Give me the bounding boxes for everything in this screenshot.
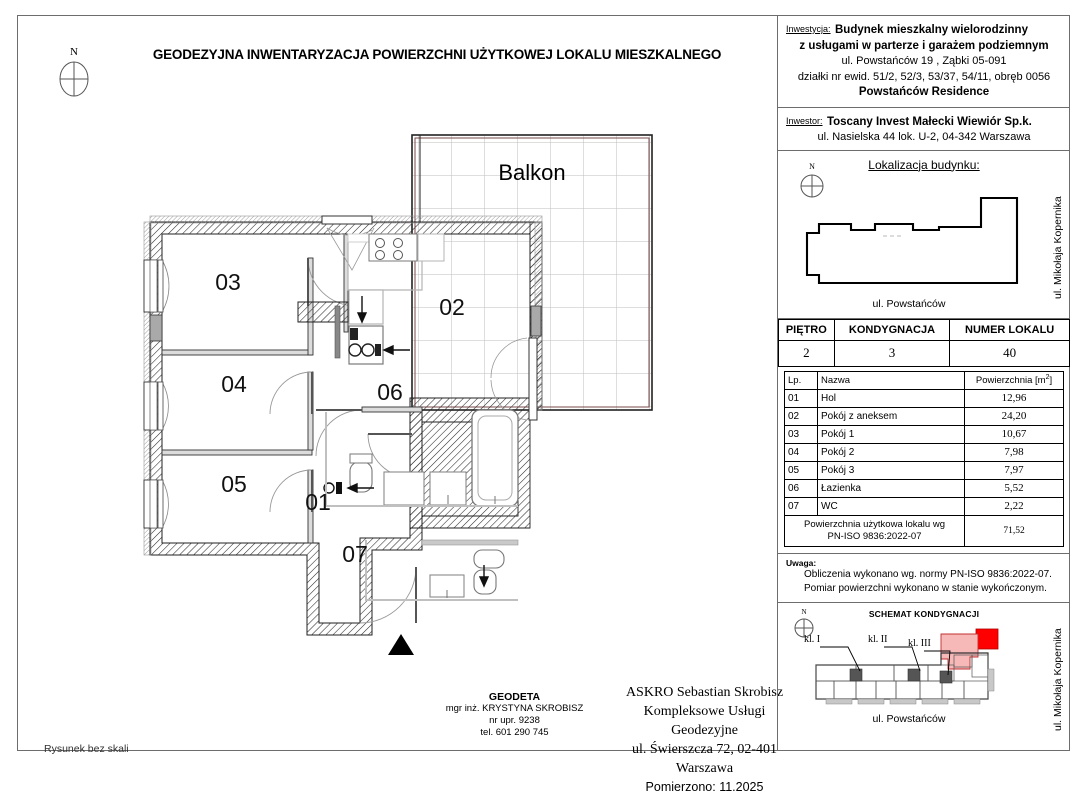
meta-value-numer-lokalu: 40 bbox=[950, 340, 1070, 366]
meta-value-pietro: 2 bbox=[779, 340, 835, 366]
windows-left-wall bbox=[144, 260, 169, 528]
scheme-stair-label-2: kl. II bbox=[868, 633, 888, 645]
room-area: 5,52 bbox=[965, 479, 1064, 497]
room-label-07: 07 bbox=[342, 541, 368, 567]
table-row bbox=[785, 497, 1064, 515]
scheme-balcony-highlight bbox=[976, 629, 998, 649]
company-name: ASKRO Sebastian Skrobisz bbox=[625, 685, 784, 700]
note-block bbox=[778, 554, 1070, 603]
scheme-stair-label-1: kl. I bbox=[804, 633, 821, 645]
rooms-table bbox=[784, 371, 1064, 547]
table-row bbox=[785, 479, 1064, 497]
room-area: 7,97 bbox=[965, 461, 1064, 479]
room-name: Pokój 3 bbox=[818, 461, 965, 479]
surveyor-title: GEODETA bbox=[488, 691, 541, 703]
room-label-04: 04 bbox=[221, 371, 247, 397]
rooms-table-block bbox=[778, 367, 1070, 554]
scheme-stair-label-3: kl. III bbox=[908, 637, 931, 649]
room-area: 12,96 bbox=[965, 389, 1064, 407]
room-name: Pokój 1 bbox=[818, 425, 965, 443]
rooms-summary-row bbox=[785, 515, 1064, 546]
investor-label: Inwestor: bbox=[786, 115, 823, 126]
investment-line2: z usługami w parterze i garażem podziemnym bbox=[799, 39, 1049, 52]
table-row bbox=[785, 407, 1064, 425]
investment-line4: działki nr ewid. 51/2, 52/3, 53/37, 54/11, obręb 0056 bbox=[797, 70, 1051, 83]
location-title: Lokalizacja budynku: bbox=[868, 157, 980, 172]
balcony-label: Balkon bbox=[498, 160, 566, 185]
room-lp: 03 bbox=[785, 425, 818, 443]
summary-line2: PN-ISO 9836:2022-07 bbox=[827, 530, 922, 542]
rooms-header-area-sup: 2 bbox=[1045, 373, 1050, 381]
rooms-header-row bbox=[785, 371, 1064, 389]
rooms-header-area-prefix: Powierzchnia [m bbox=[975, 375, 1046, 387]
meta-header-row bbox=[779, 319, 1070, 340]
surveyor-name: mgr inż. KRYSTYNA SKROBISZ bbox=[445, 703, 584, 714]
table-row bbox=[785, 461, 1064, 479]
meta-value-kondygnacja: 3 bbox=[834, 340, 950, 366]
table-row bbox=[785, 443, 1064, 461]
summary-line1: Powierzchnia użytkowa lokalu wg bbox=[804, 518, 945, 530]
investment-line3: ul. Powstańców 19 , Ząbki 05-091 bbox=[841, 55, 1007, 67]
company-block bbox=[612, 683, 797, 797]
room-lp: 07 bbox=[785, 497, 818, 515]
rooms-summary-area: 71,52 bbox=[965, 515, 1064, 546]
investment-line1: Budynek mieszkalny wielorodzinny bbox=[834, 24, 1028, 36]
room-area: 2,22 bbox=[965, 497, 1064, 515]
surveyor-license: nr upr. 9238 bbox=[489, 715, 540, 726]
room-name: Pokój z aneksem bbox=[818, 407, 965, 425]
location-street-right: ul. Mikołaja Kopernika bbox=[1052, 195, 1064, 299]
scale-note: Rysunek bez skali bbox=[44, 743, 129, 755]
note-line1: Obliczenia wykonano wg. normy PN-ISO 9836:2022-07. bbox=[804, 568, 1052, 580]
room-label-01: 01 bbox=[305, 489, 331, 515]
drawing-area bbox=[17, 15, 784, 794]
meta-value-row bbox=[779, 340, 1070, 366]
table-row bbox=[785, 425, 1064, 443]
location-street-bottom: ul. Powstańców bbox=[872, 297, 946, 310]
scheme-street-right: ul. Mikołaja Kopernika bbox=[1052, 627, 1064, 731]
room-lp: 06 bbox=[785, 479, 818, 497]
floor-plan-drawing bbox=[122, 110, 822, 670]
room-lp: 05 bbox=[785, 461, 818, 479]
scheme-street-bottom: ul. Powstańców bbox=[872, 712, 946, 725]
rooms-summary-label bbox=[785, 515, 965, 546]
building-outline bbox=[805, 196, 1035, 291]
meta-header-kondygnacja: KONDYGNACJA bbox=[834, 319, 950, 340]
title-block-panel bbox=[777, 15, 1070, 751]
compass-rose-location bbox=[800, 161, 824, 197]
compass-rose-main bbox=[57, 46, 91, 94]
company-services: Kompleksowe Usługi Geodezyjne bbox=[643, 704, 766, 738]
compass-north-label: N bbox=[70, 46, 78, 58]
room-lp: 04 bbox=[785, 443, 818, 461]
meta-table bbox=[778, 319, 1070, 367]
room-name: Łazienka bbox=[818, 479, 965, 497]
entrance-arrow bbox=[388, 634, 414, 655]
page-title: GEODEZYJNA INWENTARYZACJA POWIERZCHNI UŻYTKOWEJ LOKALU MIESZKALNEGO bbox=[152, 47, 722, 62]
note-label: Uwaga: bbox=[786, 557, 817, 568]
investor-line2: ul. Nasielska 44 lok. U-2, 04-342 Warszawa bbox=[817, 130, 1031, 143]
meta-table-block bbox=[778, 319, 1070, 367]
investment-block bbox=[778, 15, 1070, 108]
scheme-title: SCHEMAT KONDYGNACJI bbox=[868, 608, 980, 619]
rooms-header-lp: Lp. bbox=[785, 371, 818, 389]
room-label-02: 02 bbox=[439, 294, 465, 320]
room-area: 10,67 bbox=[965, 425, 1064, 443]
rooms-header-nazwa: Nazwa bbox=[818, 371, 965, 389]
rooms-header-powierzchnia bbox=[965, 371, 1064, 389]
surveyor-block bbox=[422, 691, 607, 739]
room-lp: 02 bbox=[785, 407, 818, 425]
room-lp: 01 bbox=[785, 389, 818, 407]
note-line2: Pomiar powierzchni wykonano w stanie wykończonym. bbox=[804, 582, 1047, 594]
compass-north-label-location: N bbox=[809, 161, 815, 171]
investment-label: Inwestycja: bbox=[786, 24, 831, 34]
room-label-05: 05 bbox=[221, 471, 247, 497]
meta-header-pietro: PIĘTRO bbox=[779, 319, 835, 340]
company-address: ul. Świerszcza 72, 02-401 Warszawa bbox=[631, 742, 778, 776]
room-name: Hol bbox=[818, 389, 965, 407]
room-label-03: 03 bbox=[215, 269, 241, 295]
room-label-06: 06 bbox=[377, 379, 403, 405]
investor-block bbox=[778, 108, 1070, 151]
surveyor-phone: tel. 601 290 745 bbox=[480, 727, 549, 738]
measured-date: Pomierzono: 11.2025 bbox=[645, 780, 764, 794]
room-area: 7,98 bbox=[965, 443, 1064, 461]
investor-line1: Toscany Invest Małecki Wiewiór Sp.k. bbox=[826, 115, 1032, 128]
building-location-block bbox=[778, 151, 1070, 319]
meta-header-numer-lokalu: NUMER LOKALU bbox=[950, 319, 1070, 340]
investment-line5: Powstańców Residence bbox=[858, 86, 990, 98]
table-row bbox=[785, 389, 1064, 407]
room-name: Pokój 2 bbox=[818, 443, 965, 461]
rooms-header-area-suffix: ] bbox=[1049, 375, 1053, 387]
floor-scheme-block bbox=[778, 603, 1070, 731]
room-area: 24,20 bbox=[965, 407, 1064, 425]
compass-north-label-scheme: N bbox=[801, 607, 807, 616]
room-name: WC bbox=[818, 497, 965, 515]
